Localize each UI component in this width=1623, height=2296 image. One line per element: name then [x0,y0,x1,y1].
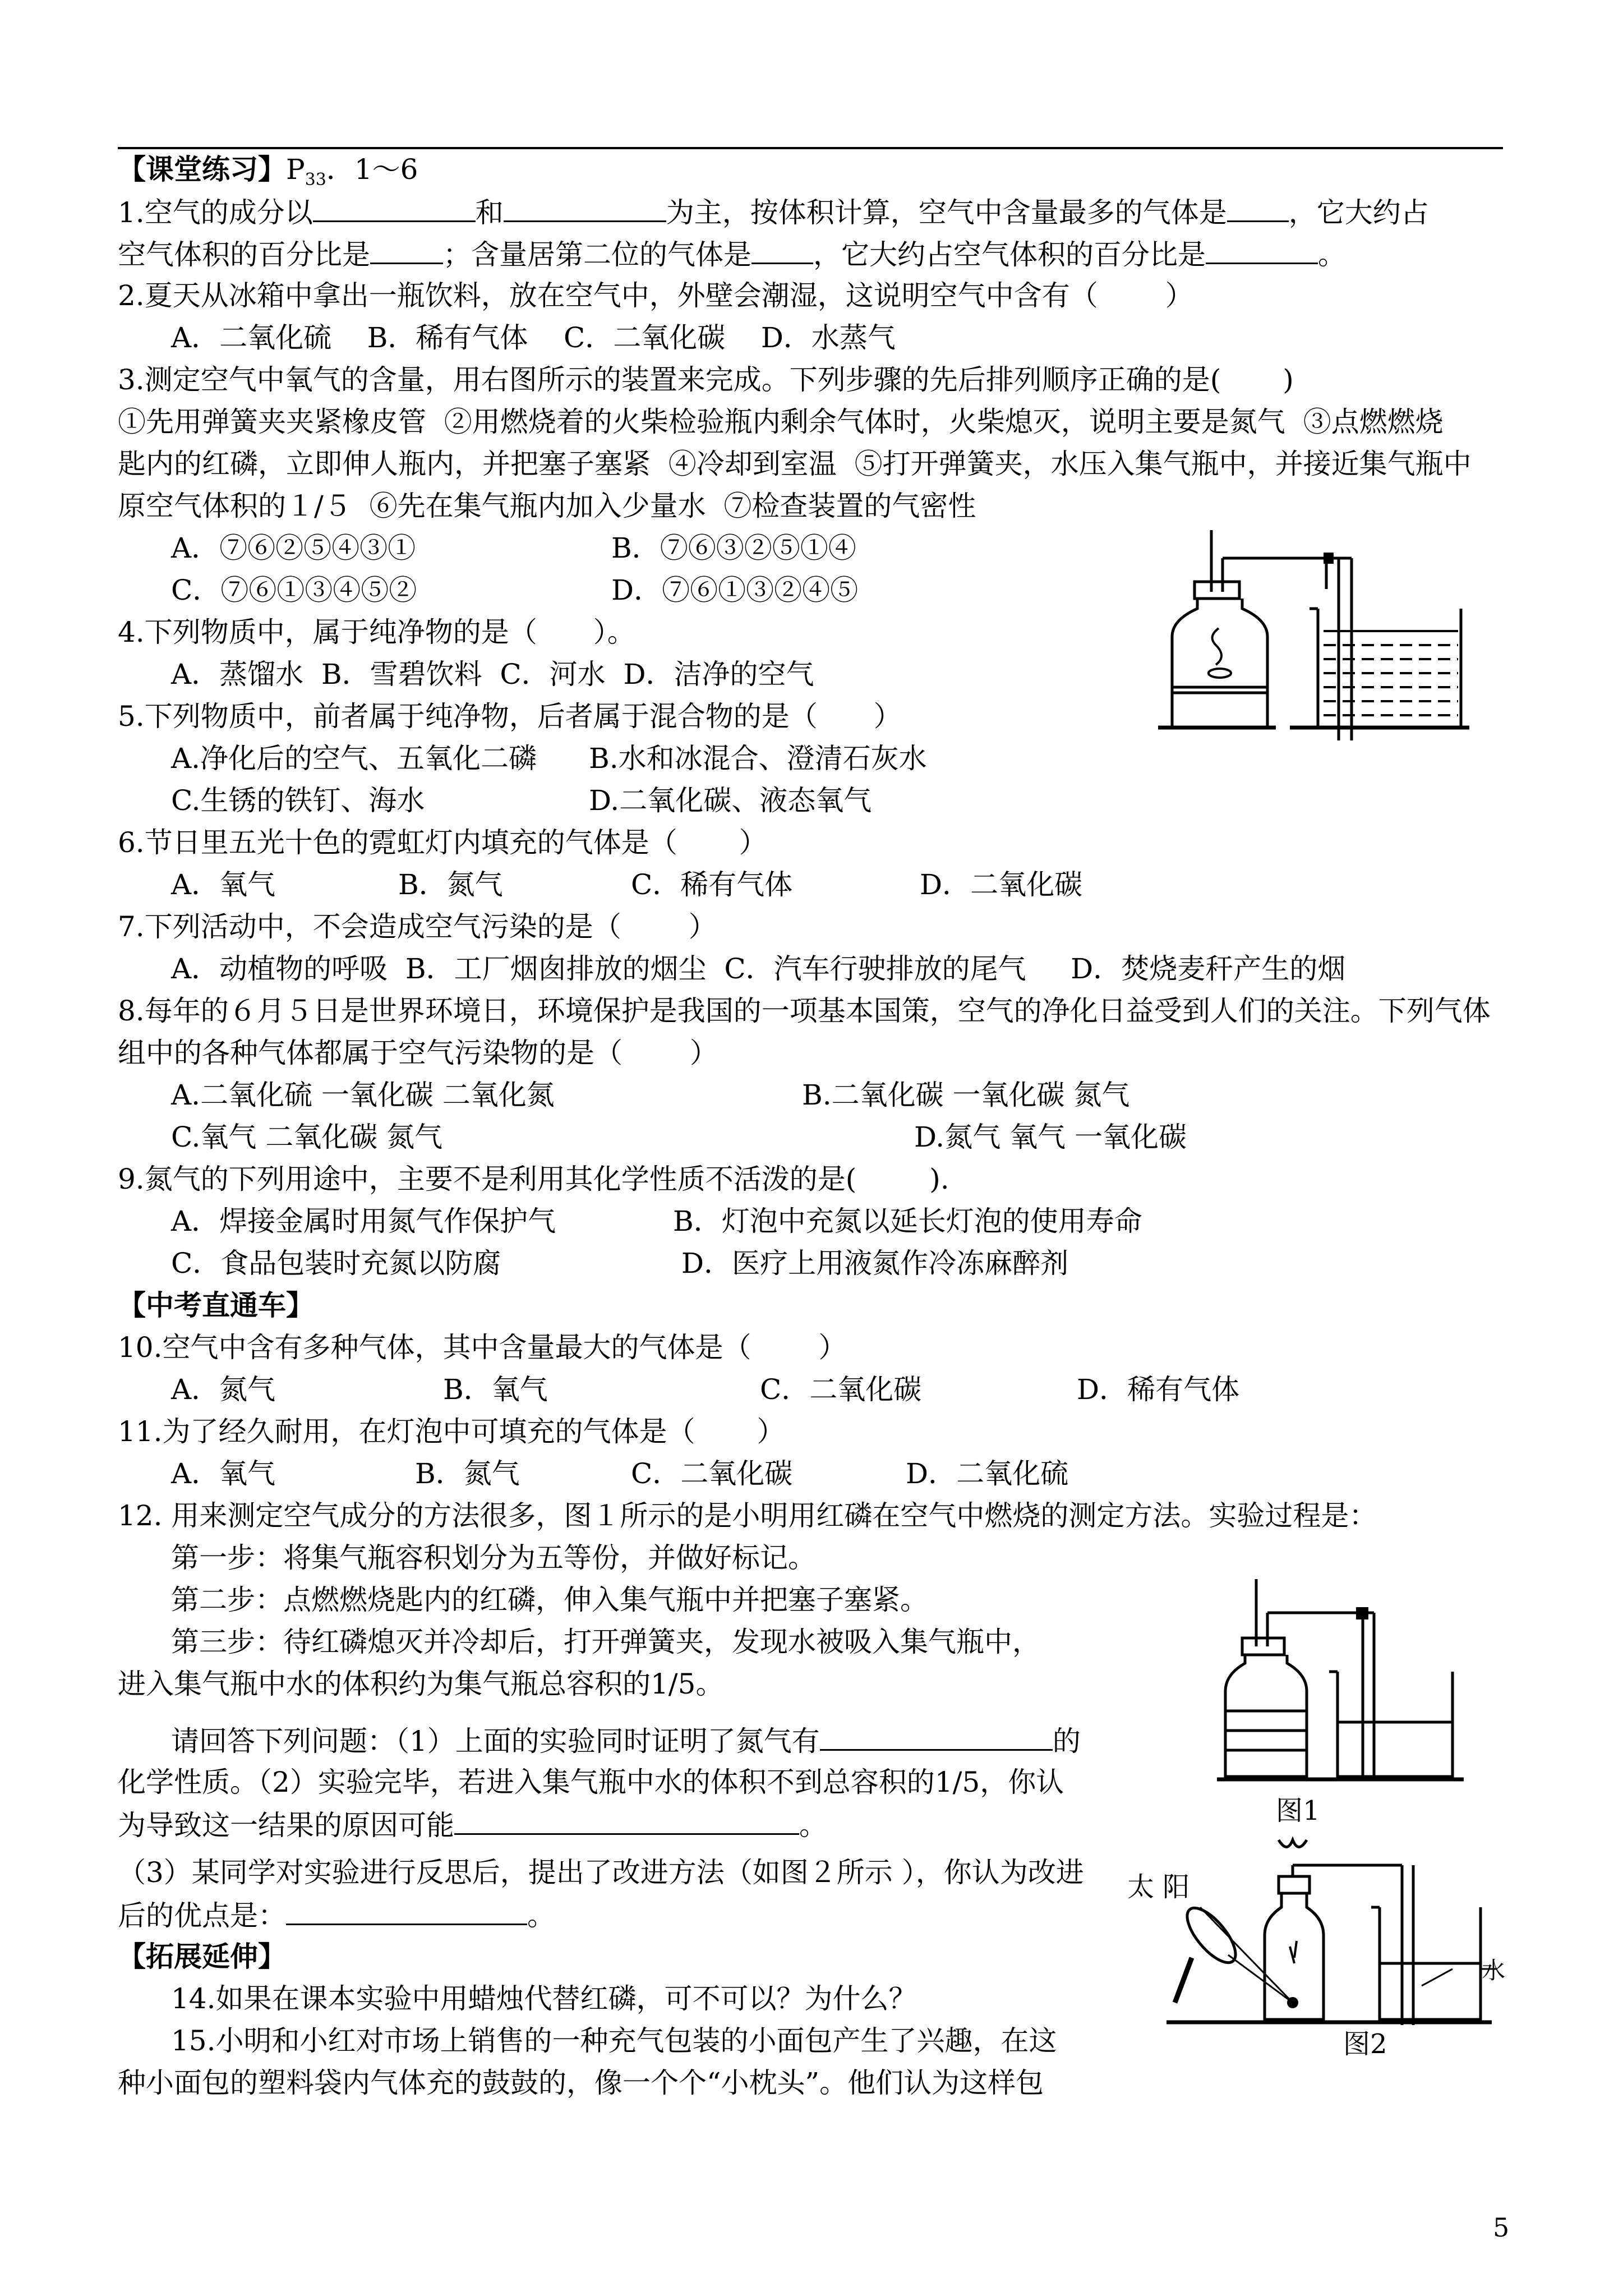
question-8-option-c: C.氧气 二氧化碳 氮气 [171,1121,443,1153]
sun-label: 太 阳 [1127,1871,1190,1903]
question-5-option-a: A.净化后的空气、五氧化二磷 [171,742,537,775]
question-1-line-2: 空气体积的百分比是 ；含量居第二位的气体是 ，它大约占空气体积的百分比是 。 [118,237,1346,272]
question-8-option-a: A.二氧化硫 一氧化碳 二氧化氮 [171,1079,555,1111]
question-9-option-b: B．灯泡中充氮以延长灯泡的使用寿命 [673,1205,1142,1237]
question-8-option-d: D.氮气 氧气 一氧化碳 [914,1121,1187,1153]
question-12-line-1: 12. 用来测定空气成分的方法很多，图１所示的是小明用红磷在空气中燃烧的测定方法。实验过程是： [118,1499,1377,1532]
question-4-stem: 4.下列物质中，属于纯净物的是（ ）。 [118,616,635,648]
question-12-step-1: 第一步：将集气瓶容积划分为五等份，并做好标记。 [171,1542,816,1574]
question-12-step-3: 第三步：待红磷熄灭并冷却后，打开弹簧夹，发现水被吸入集气瓶中， [171,1626,1040,1658]
section-title: 【课堂练习】 [118,153,286,186]
water-label: 水 [1482,1957,1506,1984]
figure-2-caption: 图2 [1343,2028,1387,2060]
question-12-prompt-2: 化学性质。（2）实验完毕，若进入集气瓶中水的体积不到总容积的1/5，你认 [118,1766,1064,1798]
question-15-line-2: 种小面包的塑料袋内气体充的鼓鼓的，像一个个“小枕头”。他们认为这样包 [118,2067,1044,2099]
question-14: 14.如果在课本实验中用蜡烛代替红磷，可不可以？为什么？ [171,1982,917,2015]
question-8-line-1: 8.每年的６月５日是世界环境日，环境保护是我国的一项基本国策，空气的净化日益受到人们的关注。下列气体 [118,995,1491,1027]
answer-blank[interactable] [286,1898,527,1925]
answer-blank[interactable] [751,237,813,264]
question-3-option-c: C．⑦⑥①③④⑤② [171,574,417,606]
question-5-option-c: C.生锈的铁钉、海水 [171,784,425,817]
question-3-step-line-1: ①先用弹簧夹夹紧橡皮管 ②用燃烧着的火柴检验瓶内剩余气体时，火柴熄灭，说明主要是氮气 ③点燃燃烧 [118,406,1444,438]
section-heading-extension: 【拓展延伸】 [118,1940,286,1973]
question-5-option-d: D.二氧化碳、液态氧气 [589,784,872,817]
question-7-options: A．动植物的呼吸 B．工厂烟囱排放的烟尘 C．汽车行驶排放的尾气 D．焚烧麦秆产生的烟 [171,953,1346,985]
section-heading-practice: 【课堂练习】$P_{33}$．1～6 [118,153,418,190]
question-12-prompt-5: 后的优点是： 。 [118,1898,555,1932]
question-10-option-a: A．氮气 [171,1373,276,1406]
question-6-option-a: A．氧气 [171,868,276,901]
question-10-option-d: D．稀有气体 [1077,1373,1240,1406]
answer-blank[interactable] [1206,237,1318,264]
question-12-step-2: 第二步：点燃燃烧匙内的红磷，伸入集气瓶中并把塞子塞紧。 [171,1584,928,1616]
section-heading-exam: 【中考直通车】 [118,1289,314,1322]
question-6-option-b: B．氮气 [398,868,503,901]
answer-blank[interactable] [1227,195,1289,222]
apparatus-figure-q3 [1155,524,1486,740]
answer-blank[interactable] [370,237,443,264]
question-10-option-c: C．二氧化碳 [760,1373,922,1406]
figure-1-apparatus [1217,1576,1497,1784]
question-10-option-b: B．氧气 [443,1373,548,1406]
question-3-option-d: D．⑦⑥①③②④⑤ [611,574,859,606]
question-9-option-d: D．医疗上用液氮作冷冻麻醉剂 [681,1247,1069,1280]
question-3-step-line-3: 原空气体积的１/５ ⑥先在集气瓶内加入少量水 ⑦检查装置的气密性 [118,490,976,522]
question-8-stem: 组中的各种气体都属于空气污染物的是（ ） [118,1037,718,1069]
question-11-stem: 11.为了经久耐用，在灯泡中可填充的气体是（ ） [118,1415,785,1448]
question-12-prompt-1: 请回答下列问题：（1）上面的实验同时证明了氮气有 的 [171,1723,1081,1758]
figure-1-caption: 图1 [1276,1795,1320,1826]
question-3-step-line-2: 匙内的红磷，立即伸人瓶内，并把塞子塞紧 ④冷却到室温 ⑤打开弹簧夹，水压入集气瓶中，并接近集气瓶中 [118,448,1472,480]
question-5-stem: 5.下列物质中，前者属于纯净物，后者属于混合物的是（ ） [118,700,902,733]
question-15-line-1: 15.小明和小红对市场上销售的一种充气包装的小面包产生了兴趣，在这 [171,2024,1057,2057]
question-5-option-b: B.水和冰混合、澄清石灰水 [589,742,927,775]
question-3-option-a: A．⑦⑥②⑤④③① [171,532,416,564]
question-6-option-d: D．二氧化碳 [920,868,1083,901]
question-11-option-b: B．氮气 [415,1457,520,1490]
question-9-option-c: C．食品包装时充氮以防腐 [171,1247,501,1280]
page-number: 5 [1493,2212,1510,2243]
question-1-line-1: 1.空气的成分以 和 为主，按体积计算，空气中含量最多的气体是 ，它大约占 [118,195,1429,229]
question-4-options: A．蒸馏水 B．雪碧饮料 C．河水 D．洁净的空气 [171,658,814,691]
answer-blank[interactable] [454,1807,799,1835]
question-2-stem: 2.夏天从冰箱中拿出一瓶饮料，放在空气中，外壁会潮湿，这说明空气中含有（ ） [118,279,1193,312]
question-3-stem: 3.测定空气中氧气的含量，用右图所示的装置来完成。下列步骤的先后排列顺序正确的是( ) [118,364,1294,396]
question-11-option-a: A．氧气 [171,1457,276,1490]
question-9-option-a: A．焊接金属时用氮气作保护气 [171,1205,556,1237]
question-12-prompt-4: （3）某同学对实验进行反思后，提出了改进方法（如图２所示 ），你认为改进 [118,1856,1084,1889]
question-8-option-b: B.二氧化碳 一氧化碳 氮气 [802,1079,1130,1111]
question-9-stem: 9.氮气的下列用途中，主要不是利用其化学性质不活泼的是( ). [118,1163,949,1195]
question-3-option-b: B．⑦⑥③②⑤①④ [611,532,856,564]
header-rule [118,147,1503,149]
question-10-stem: 10.空气中含有多种气体，其中含量最大的气体是（ ） [118,1331,847,1364]
answer-blank[interactable] [820,1723,1053,1751]
question-11-option-c: C．二氧化碳 [631,1457,793,1490]
question-6-option-c: C．稀有气体 [631,868,793,901]
question-2-options: A．二氧化硫 B．稀有气体 C．二氧化碳 D．水蒸气 [171,321,896,354]
figure-2-apparatus [1166,1834,1497,2036]
question-12-prompt-3: 为导致这一结果的原因可能 。 [118,1807,827,1842]
question-12-step-3-cont: 进入集气瓶中水的体积约为集气瓶总容积的1/5。 [118,1668,724,1700]
question-11-option-d: D．二氧化硫 [906,1457,1069,1490]
answer-blank[interactable] [313,195,476,222]
answer-blank[interactable] [504,195,666,222]
question-6-stem: 6.节日里五光十色的霓虹灯内填充的气体是（ ） [118,826,767,859]
question-7-stem: 7.下列活动中，不会造成空气污染的是（ ） [118,910,717,943]
